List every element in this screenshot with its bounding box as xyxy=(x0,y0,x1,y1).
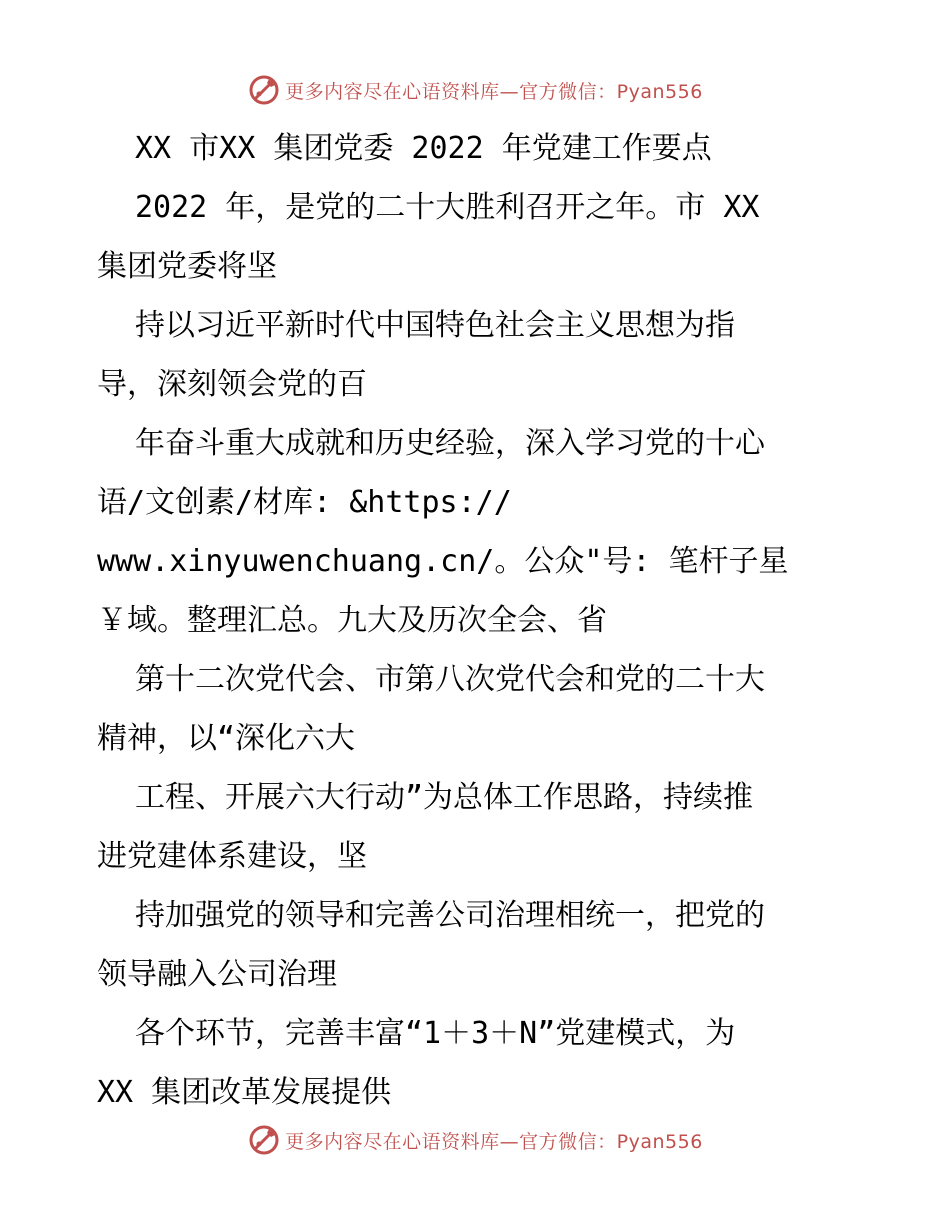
text-line: ￥域。整理汇总。九大及历次全会、省 xyxy=(97,603,607,638)
text-line: 各个环节，完善丰富“1＋3＋N”党建模式，为 xyxy=(135,1016,736,1051)
header-banner xyxy=(0,70,950,110)
banner-text xyxy=(285,77,703,104)
banner-separator: — xyxy=(499,1130,520,1153)
banner-title: 更多内容尽在心语资料库 xyxy=(285,1130,500,1153)
banner-contact: 官方微信：Pyan556 xyxy=(519,1130,703,1153)
footer-banner xyxy=(0,1120,950,1160)
text-line: 年奋斗重大成就和历史经验，深入学习党的十心 xyxy=(135,426,765,461)
text-line: 2022 年，是党的二十大胜利召开之年。市 XX xyxy=(135,190,760,225)
text-line: 持加强党的领导和完善公司治理相统一，把党的 xyxy=(135,898,765,933)
text-line: 集团党委将坚 xyxy=(97,249,277,284)
text-line: 进党建体系建设，坚 xyxy=(97,839,367,874)
text-line: 工程、开展六大行动”为总体工作思路，持续推 xyxy=(135,780,754,815)
brush-logo-icon xyxy=(247,1123,281,1157)
banner-separator: — xyxy=(499,80,520,103)
banner-contact: 官方微信：Pyan556 xyxy=(519,80,703,103)
text-line: XX 市XX 集团党委 2022 年党建工作要点 xyxy=(135,131,712,166)
text-line: XX 集团改革发展提供 xyxy=(97,1075,392,1110)
text-line: 导，深刻领会党的百 xyxy=(97,367,367,402)
banner-title: 更多内容尽在心语资料库 xyxy=(285,80,500,103)
text-line: 持以习近平新时代中国特色社会主义思想为指 xyxy=(135,308,735,343)
banner-text xyxy=(285,1127,703,1154)
text-line: 第十二次党代会、市第八次党代会和党的二十大 xyxy=(135,662,765,697)
text-line: 语/文创素/材库: &https:// xyxy=(97,485,512,520)
text-line: 领导融入公司治理 xyxy=(97,957,337,992)
brush-logo-icon xyxy=(247,73,281,107)
text-line: www.xinyuwenchuang.cn/。公众"号: 笔杆子星 xyxy=(97,544,789,579)
document-body xyxy=(97,119,857,1122)
text-line: 精神，以“深化六大 xyxy=(97,721,356,756)
